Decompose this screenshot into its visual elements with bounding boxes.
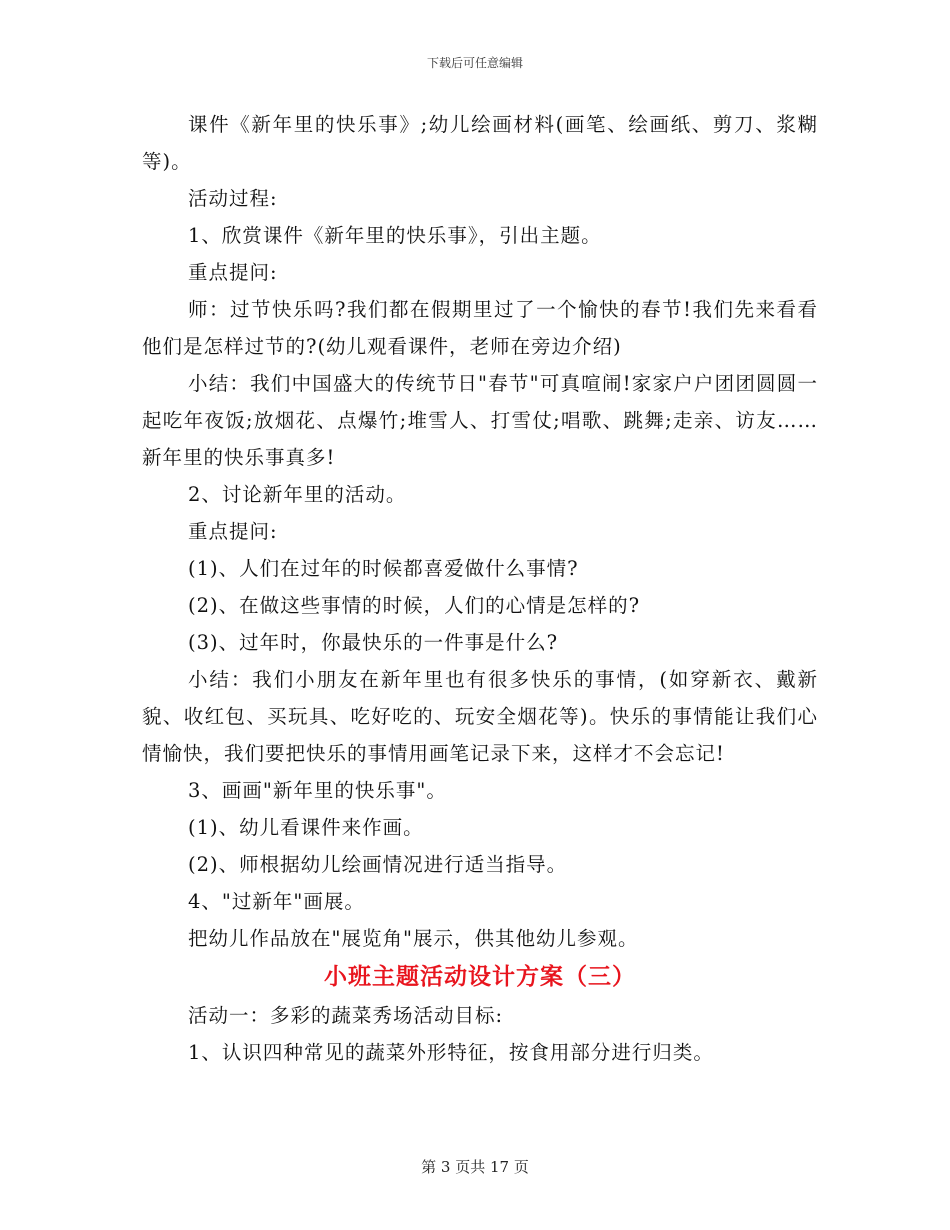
paragraph-step-1: 1、欣赏课件《新年里的快乐事》，引出主题。 <box>188 224 602 247</box>
paragraph-question-2: (2)、在做这些事情的时候，人们的心情是怎样的? <box>188 594 641 617</box>
paragraph-summary-2: 小结：我们小朋友在新年里也有很多快乐的事情，(如穿新衣、戴新貌、收红包、买玩具、吃好吃的、玩安全烟花等)。快乐的事情能让我们心情愉快，我们要把快乐的事情用画笔记录下来，这样才不会忘记! <box>142 668 818 765</box>
paragraph-step-3: 3、画画"新年里的快乐事"。 <box>188 779 447 802</box>
paragraph-summary-1: 小结：我们中国盛大的传统节日"春节"可真喧闹!家家户户团团圆圆一起吃年夜饭;放烟花、点爆竹;堆雪人、打雪仗;唱歌、跳舞;走亲、访友……新年里的快乐事真多! <box>142 372 818 469</box>
paragraph-materials: 课件《新年里的快乐事》;幼儿绘画材料(画笔、绘画纸、剪刀、浆糊等)。 <box>142 113 818 173</box>
paragraph-exhibit: 把幼儿作品放在"展览角"展示，供其他幼儿参观。 <box>188 927 639 950</box>
document-body <box>142 106 818 1071</box>
paragraph-key-question-2: 重点提问: <box>188 520 278 543</box>
paragraph-step-3-2: (2)、师根据幼儿绘画情况进行适当指导。 <box>188 853 568 876</box>
paragraph-step-2: 2、讨论新年里的活动。 <box>188 483 407 506</box>
paragraph-question-3: (3)、过年时，你最快乐的一件事是什么? <box>188 631 559 654</box>
paragraph-step-3-1: (1)、幼儿看课件来作画。 <box>188 816 424 839</box>
paragraph-goal-1: 1、认识四种常见的蔬菜外形特征，按食用部分进行归类。 <box>188 1041 714 1064</box>
paragraph-step-4: 4、"过新年"画展。 <box>188 890 365 913</box>
paragraph-process-heading: 活动过程: <box>188 187 278 210</box>
paragraph-key-question: 重点提问: <box>188 261 278 284</box>
paragraph-question-1: (1)、人们在过年的时候都喜爱做什么事情? <box>188 557 579 580</box>
page-header: 下载后可任意编辑 <box>426 56 523 70</box>
paragraph-teacher: 师：过节快乐吗?我们都在假期里过了一个愉快的春节!我们先来看看他们是怎样过节的?(幼儿观看课件，老师在旁边介绍) <box>142 298 818 358</box>
paragraph-activity-1: 活动一：多彩的蔬菜秀场活动目标: <box>188 1004 504 1027</box>
page-footer: 第 3 页共 17 页 <box>421 1158 529 1176</box>
section-title: 小班主题活动设计方案（三） <box>324 963 636 990</box>
